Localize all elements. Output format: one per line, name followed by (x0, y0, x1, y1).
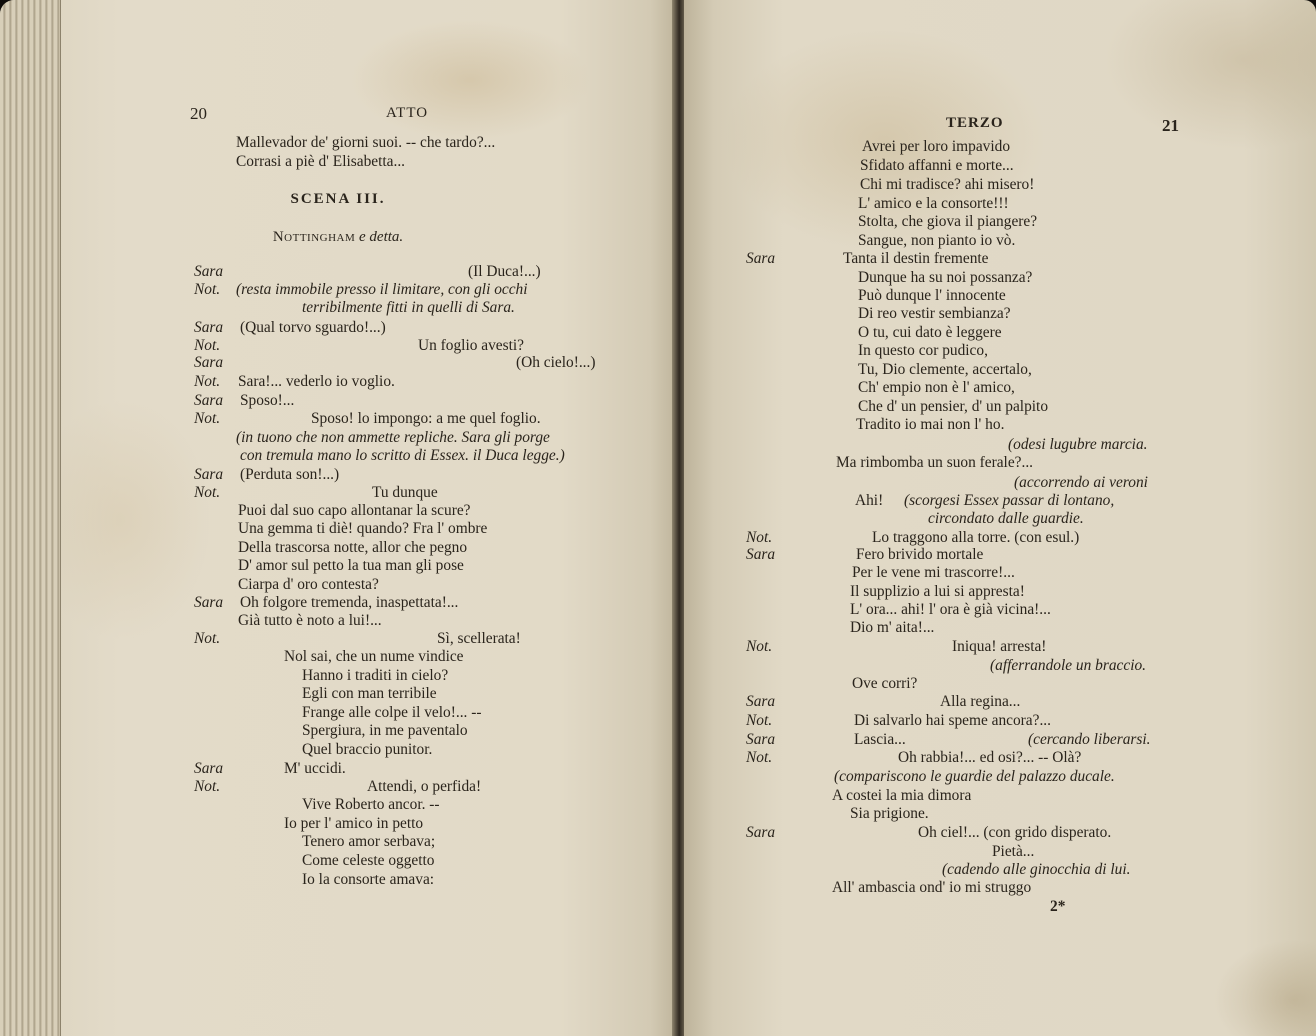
text-line: Corrasi a piè d' Elisabetta... (236, 153, 406, 170)
stage-direction: (in tuono che non ammette repliche. Sara gli porge (236, 429, 550, 446)
verse-line: Tanta il destin fremente (843, 250, 989, 267)
verse-line: Io per l' amico in petto (284, 815, 424, 832)
speaker-label: Sara (746, 693, 776, 710)
verse-line: A costei la mia dimora (832, 787, 972, 804)
verse-line: Egli con man terribile (302, 685, 437, 702)
verse-line: Sposo!... (240, 392, 295, 409)
verse-line: O tu, cui dato è leggere (858, 324, 1002, 341)
verse-line: Di reo vestir sembianza? (858, 305, 1011, 322)
page-edges (0, 0, 61, 1036)
stage-direction: (compariscono le guardie del palazzo ducale. (834, 768, 1115, 785)
verse-line: Avrei per loro impavido (862, 138, 1011, 155)
verse-line: Una gemma ti diè! quando? Fra l' ombre (238, 520, 488, 537)
verse-line: (Qual torvo sguardo!...) (240, 319, 386, 336)
verse-line: Un foglio avesti? (418, 337, 524, 354)
speaker-label: Not. (746, 749, 773, 766)
page-number: 20 (190, 104, 207, 123)
stage-direction: (accorrendo ai veroni (1014, 474, 1148, 491)
stage-direction: (cadendo alle ginocchia di lui. (942, 861, 1131, 878)
verse-line: Della trascorsa notte, allor che pegno (238, 539, 468, 556)
speaker-label: Not. (194, 630, 221, 647)
verse-line: D' amor sul petto la tua man gli pose (238, 557, 464, 574)
speaker-label: Not. (194, 410, 221, 427)
verse-line: Tradito io mai non l' ho. (856, 416, 1005, 433)
verse-line: Ma rimbomba un suon ferale?... (836, 454, 1034, 471)
speaker-label: Sara (746, 546, 776, 563)
speaker-label: Sara (194, 263, 224, 280)
verse-line: L' ora... ahi! l' ora è già vicina!... (850, 601, 1051, 618)
verse-line: Sfidato affanni e morte... (860, 157, 1014, 174)
verse-line: (Perduta son!...) (240, 466, 340, 483)
speaker-label: Not. (194, 337, 221, 354)
verse-line: Tenero amor serbava; (302, 833, 436, 850)
verse-line: M' uccidi. (284, 760, 346, 777)
verse-line: All' ambascia ond' io mi struggo (832, 879, 1032, 896)
running-head: ATTO (386, 105, 429, 121)
stage-direction: (scorgesi Essex passar di lontano, (904, 492, 1115, 509)
verse-line: Di salvarlo hai speme ancora?... (854, 712, 1052, 729)
verse-line: Ove corri? (852, 675, 918, 692)
verse-line: Fero brivido mortale (856, 546, 984, 563)
speaker-label: Sara (194, 319, 224, 336)
verse-line: Sara!... vederlo io voglio. (238, 373, 395, 390)
page-number: 21 (1162, 116, 1179, 135)
speaker-label: Sara (194, 760, 224, 777)
verse-line: Oh ciel!... (con grido disperato. (918, 824, 1112, 841)
text-line: Mallevador de' giorni suoi. -- che tardo?... (236, 134, 496, 151)
speaker-label: Not. (746, 529, 773, 546)
verse-line: L' amico e la consorte!!! (858, 195, 1009, 212)
verse-line: Sì, scellerata! (437, 630, 521, 647)
speaker-label: Not. (194, 484, 221, 501)
verse-line: (Oh cielo!...) (516, 354, 596, 371)
verse-line: Frange alle colpe il velo!... -- (302, 704, 482, 721)
speaker-label: Sara (746, 824, 776, 841)
verse-line: Può dunque l' innocente (858, 287, 1006, 304)
verse-line: Sia prigione. (850, 805, 929, 822)
scene-person-name: Nottingham (272, 229, 356, 245)
speaker-label: Not. (746, 712, 773, 729)
scene-person-rest: e detta. (359, 229, 404, 245)
speaker-label: Not. (194, 373, 221, 390)
verse-line: Ciarpa d' oro contesta? (238, 576, 379, 593)
verse-line: Stolta, che giova il piangere? (858, 213, 1038, 230)
right-page (684, 0, 1316, 1036)
verse-line: Nol sai, che un nume vindice (284, 648, 464, 665)
speaker-label: Not. (194, 778, 221, 795)
verse-line: In questo cor pudico, (858, 342, 988, 359)
verse-line: Dunque ha su noi possanza? (858, 269, 1033, 286)
speaker-label: Sara (746, 731, 776, 748)
verse-line: Iniqua! arresta! (952, 638, 1047, 655)
verse-line: Che d' un pensier, d' un palpito (858, 398, 1049, 415)
verse-line: Tu dunque (372, 484, 438, 501)
verse-line: Ahi! (855, 492, 884, 509)
stage-direction: (afferrandole un braccio. (990, 657, 1147, 674)
stage-direction: (odesi lugubre marcia. (1008, 436, 1148, 453)
verse-line: Chi mi tradisce? ahi misero! (860, 176, 1035, 193)
verse-line: Tu, Dio clemente, accertalo, (858, 361, 1032, 378)
speaker-label: Not. (746, 638, 773, 655)
verse-line: Lascia... (854, 731, 906, 748)
verse-line: Pietà... (992, 843, 1035, 860)
speaker-label: Sara (746, 250, 776, 267)
verse-line: Lo traggono alla torre. (con esul.) (872, 529, 1080, 546)
stage-direction: (resta immobile presso il limitare, con gli occhi (236, 281, 528, 298)
verse-line: Vive Roberto ancor. -- (302, 796, 440, 813)
verse-line: Ch' empio non è l' amico, (858, 379, 1015, 396)
verse-line: Quel braccio punitor. (302, 741, 433, 758)
stage-direction: con tremula mano lo scritto di Essex. il Duca legge.) (240, 447, 565, 464)
verse-line: Per le vene mi trascorre!... (852, 564, 1015, 581)
verse-line: Dio m' aita!... (850, 619, 935, 636)
verse-line: Già tutto è noto a lui!... (238, 612, 382, 629)
speaker-label: Not. (194, 281, 221, 298)
verse-line: Attendi, o perfida! (367, 778, 482, 795)
signature-mark: 2* (1050, 898, 1066, 915)
speaker-label: Sara (194, 392, 224, 409)
verse-line: Oh rabbia!... ed osi?... -- Olà? (898, 749, 1082, 766)
speaker-label: Sara (194, 466, 224, 483)
verse-line: Come celeste oggetto (302, 852, 435, 869)
scene-persons (0, 228, 676, 246)
verse-line: Spergiura, in me paventalo (302, 722, 468, 739)
verse-line: Sposo! lo impongo: a me quel foglio. (311, 410, 541, 427)
verse-line: Oh folgore tremenda, inaspettata!... (240, 594, 459, 611)
running-head: TERZO (946, 115, 1004, 131)
stage-direction: terribilmente fitti in quelli di Sara. (302, 299, 515, 316)
speaker-label: Sara (194, 354, 224, 371)
verse-line: (Il Duca!...) (468, 263, 541, 280)
verse-line: Alla regina... (940, 693, 1021, 710)
verse-line: Io la consorte amava: (302, 871, 435, 888)
stage-direction: circondato dalle guardie. (928, 510, 1084, 527)
verse-line: Puoi dal suo capo allontanar la scure? (238, 502, 471, 519)
verse-line: Hanno i traditi in cielo? (302, 667, 449, 684)
verse-line: Il supplizio a lui si appresta! (850, 583, 1025, 600)
stage-direction: (cercando liberarsi. (1028, 731, 1151, 748)
speaker-label: Sara (194, 594, 224, 611)
verse-line: Sangue, non pianto io vò. (858, 232, 1016, 249)
scene-title: SCENA III. (290, 191, 386, 207)
